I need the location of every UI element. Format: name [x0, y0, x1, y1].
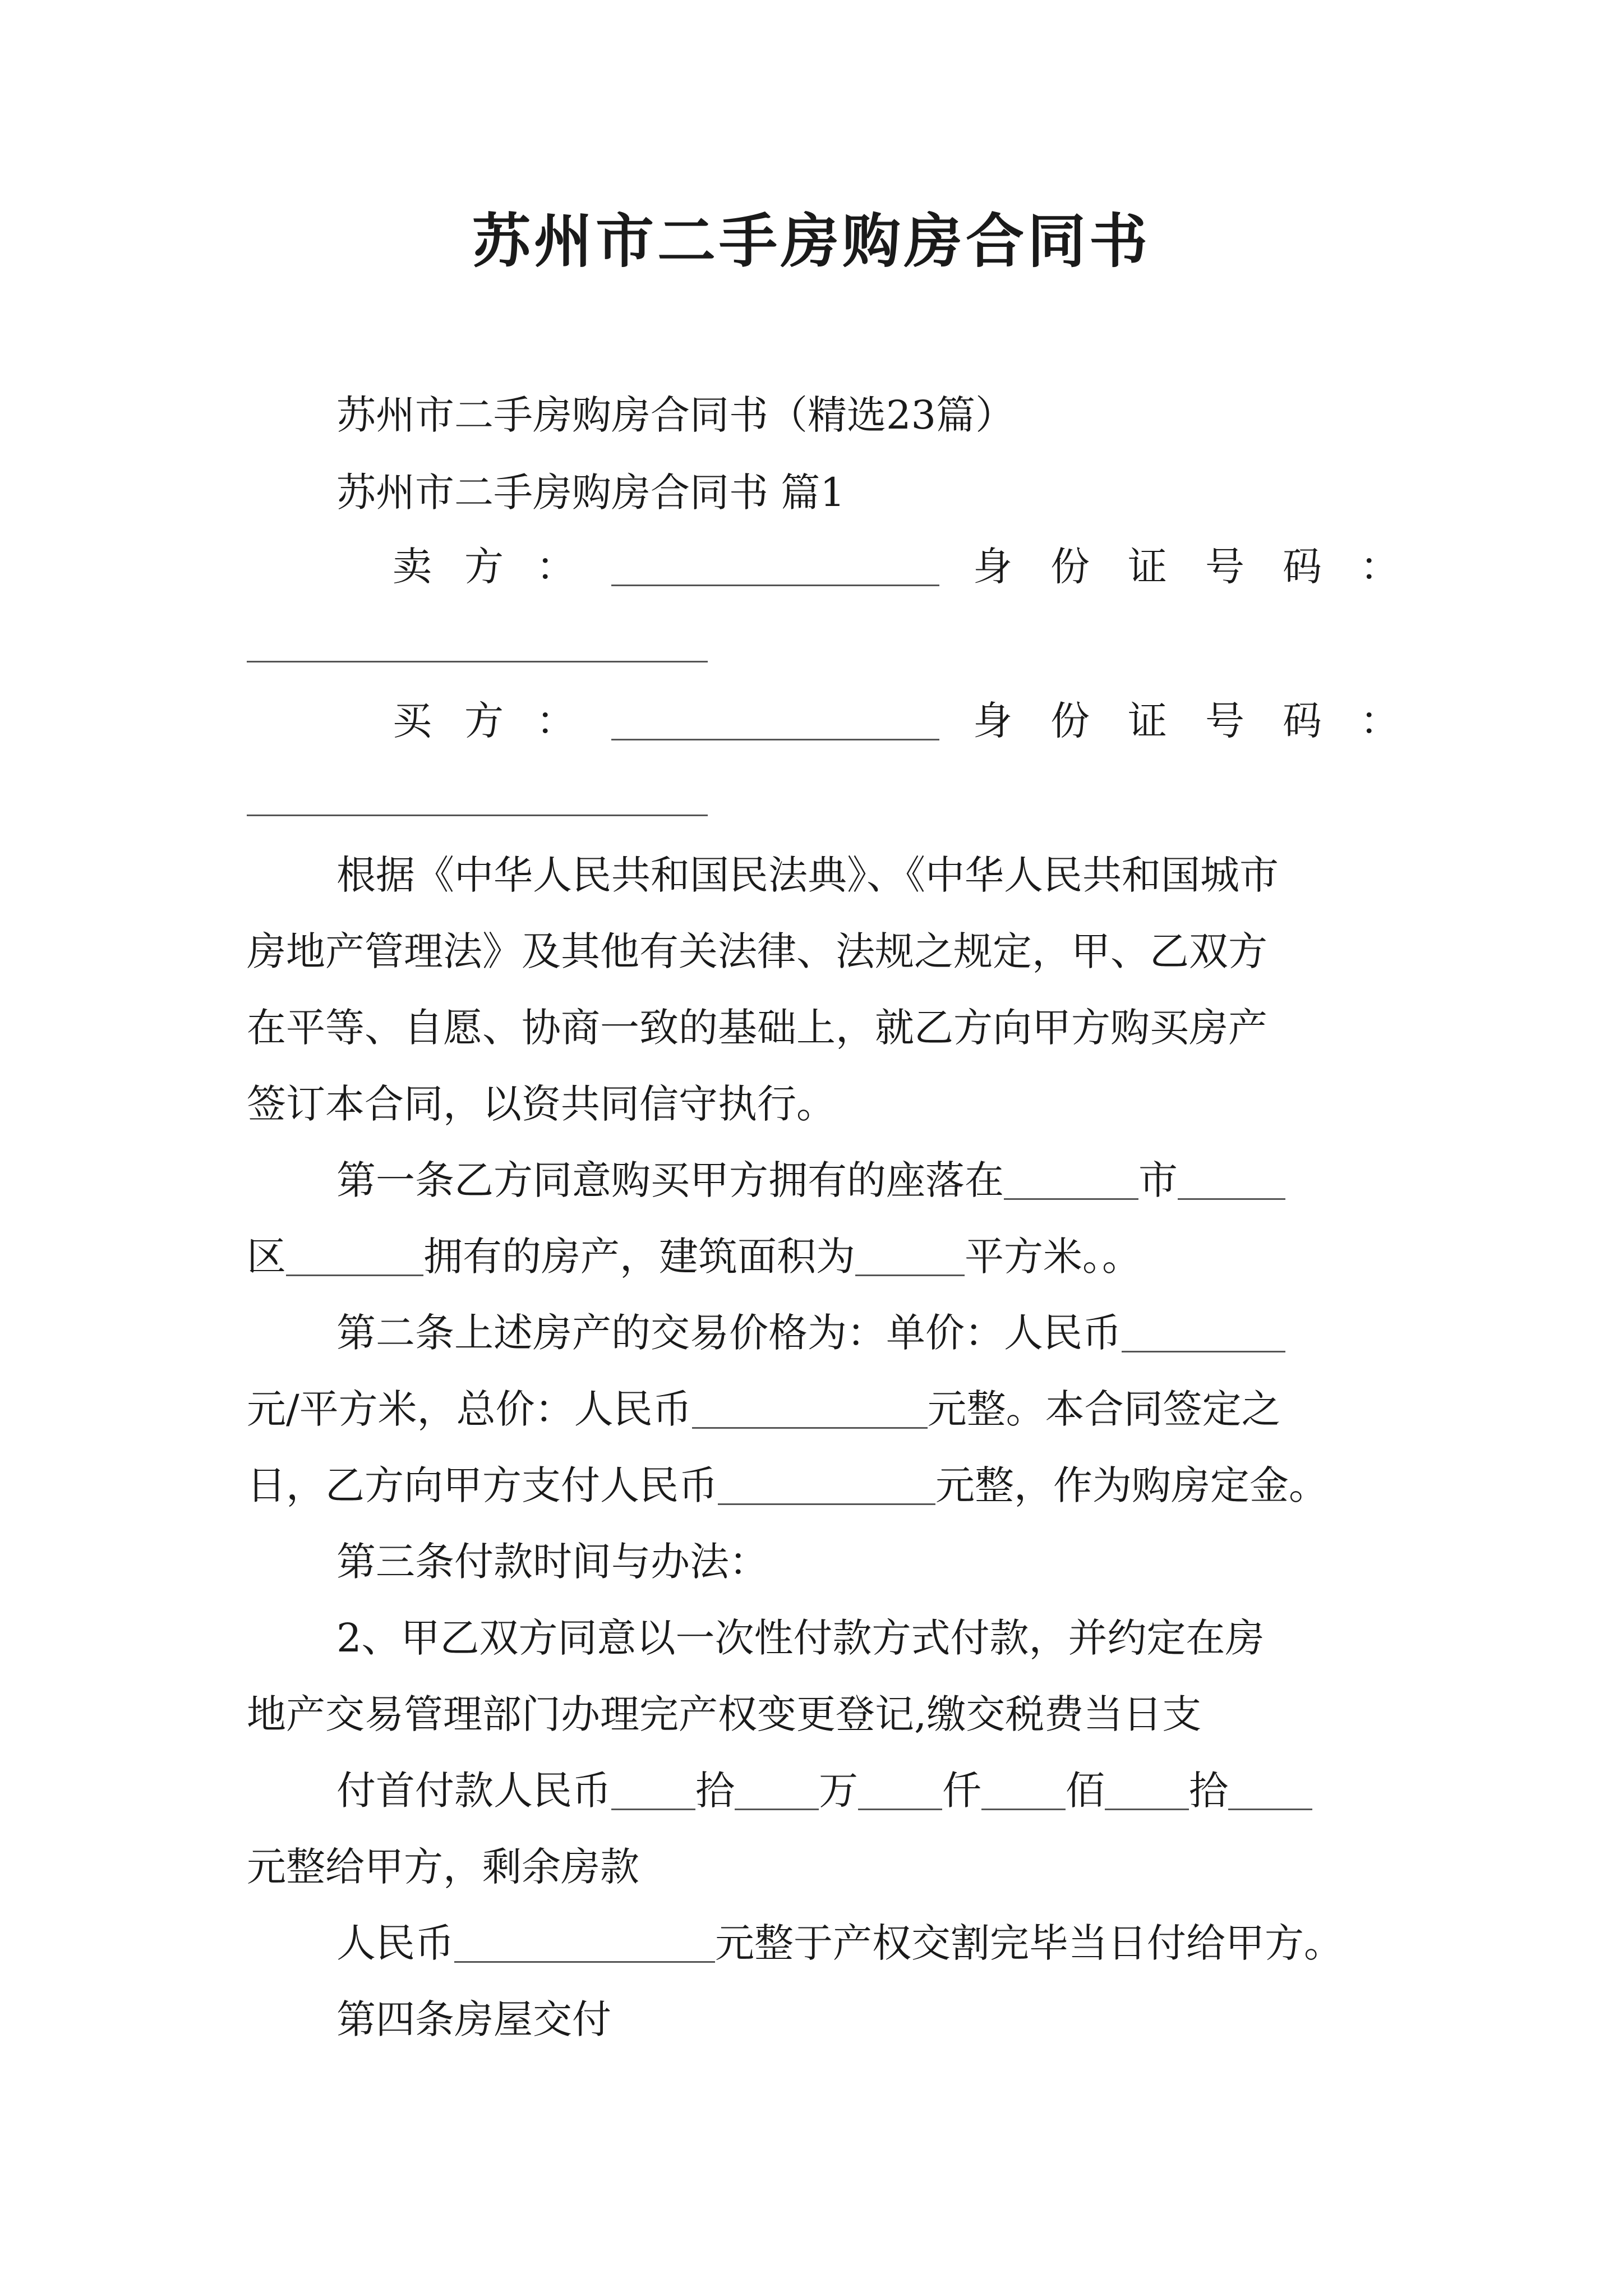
remaining-label: 人民币 — [336, 1920, 454, 1966]
buyer-label: 买方： — [393, 698, 608, 744]
article-3-line-4: 元整给甲方，剩余房款 — [247, 1844, 639, 1890]
article-1-line-1 — [336, 1152, 1623, 1208]
article-4-heading: 第四条房屋交付 — [336, 1996, 611, 2042]
amount-blank-6 — [1228, 1763, 1312, 1810]
seller-id-label: 身份证号码： — [973, 544, 1437, 590]
article-2-line-2 — [247, 1381, 1623, 1437]
article-2-text-4: 日，乙方向甲方支付人民币 — [247, 1462, 718, 1508]
unit-shi-1: 拾 — [695, 1768, 735, 1814]
unit-wan: 万 — [819, 1768, 858, 1814]
document-title: 苏州市二手房购房合同书 — [472, 206, 1151, 275]
article-3-line-5 — [336, 1915, 1623, 1971]
article-1-text-4: 拥有的房产，建筑面积为 — [423, 1234, 855, 1280]
seller-id-blank — [247, 661, 708, 662]
part-heading: 苏州市二手房购房合同书 篇1 — [336, 470, 845, 516]
remaining-amount-blank — [454, 1915, 715, 1963]
article-1-text-2: 市 — [1138, 1157, 1178, 1203]
article-3-heading: 第三条付款时间与办法： — [336, 1539, 768, 1585]
unit-bai: 佰 — [1066, 1768, 1105, 1814]
article-3-line-3 — [336, 1763, 1623, 1819]
article-2-text-3: 元整。本合同签定之 — [927, 1386, 1281, 1432]
amount-blank-4 — [981, 1763, 1066, 1810]
article-1-text-1: 第一条乙方同意购买甲方拥有的座落在 — [336, 1157, 1004, 1203]
buyer-id-blank — [247, 815, 708, 816]
remaining-text: 元整于产权交割完毕当日付给甲方。 — [715, 1920, 1343, 1966]
article-3-line-2: 地产交易管理部门办理完产权变更登记,缴交税费当日支 — [247, 1691, 1202, 1737]
seller-label: 卖方： — [393, 544, 608, 590]
buyer-name-blank — [611, 693, 939, 740]
article-2-text-5: 元整，作为购房定金。 — [935, 1462, 1328, 1508]
unit-qian: 仟 — [942, 1768, 981, 1814]
seller-name-blank — [611, 539, 939, 586]
district-blank-1 — [1178, 1152, 1285, 1200]
deposit-blank — [718, 1457, 935, 1505]
document-subtitle: 苏州市二手房购房合同书（精选23篇） — [336, 392, 1015, 438]
amount-blank-3 — [858, 1763, 942, 1810]
article-1-text-3: 区 — [247, 1234, 286, 1280]
article-2-line-3 — [247, 1457, 1623, 1513]
district-blank-2 — [286, 1228, 423, 1276]
amount-blank-2 — [735, 1763, 819, 1810]
article-2-text-1: 第二条上述房产的交易价格为：单价：人民币 — [336, 1310, 1122, 1356]
preamble-line-3: 在平等、自愿、协商一致的基础上，就乙方向甲方购买房产 — [247, 1005, 1267, 1051]
article-3-line-1: 2、甲乙双方同意以一次性付款方式付款，并约定在房 — [336, 1615, 1265, 1661]
unit-shi-2: 拾 — [1189, 1768, 1228, 1814]
city-blank — [1004, 1152, 1138, 1200]
buyer-id-label: 身份证号码： — [973, 698, 1437, 744]
article-2-text-2: 元/平方米，总价：人民币 — [247, 1386, 692, 1432]
amount-blank-5 — [1105, 1763, 1189, 1810]
preamble-line-1: 根据《中华人民共和国民法典》、《中华人民共和国城市 — [336, 852, 1279, 898]
unit-price-blank — [1122, 1305, 1285, 1352]
total-price-blank — [692, 1381, 928, 1429]
amount-blank-1 — [611, 1763, 695, 1810]
article-1-text-5: 平方米。。 — [965, 1234, 1141, 1280]
down-payment-label: 付首付款人民币 — [336, 1768, 611, 1814]
area-blank — [855, 1228, 965, 1276]
article-2-line-1 — [336, 1305, 1623, 1361]
article-1-line-2 — [247, 1228, 1623, 1285]
preamble-line-2: 房地产管理法》及其他有关法律、法规之规定，甲、乙双方 — [247, 928, 1267, 974]
preamble-line-4: 签订本合同，以资共同信守执行。 — [247, 1081, 836, 1127]
